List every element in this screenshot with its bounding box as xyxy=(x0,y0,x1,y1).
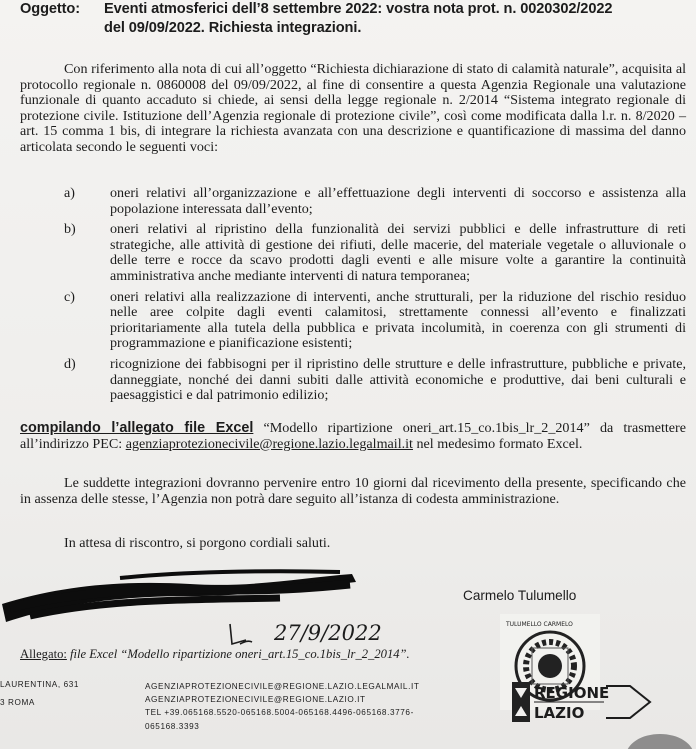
subject-line-2: del 09/09/2022. Richiesta integrazioni. xyxy=(104,20,362,36)
list-item xyxy=(20,357,686,404)
footer-address xyxy=(0,676,79,712)
pec-address-link[interactable]: agenziaprotezionecivile@regione.lazio.legalmail.it xyxy=(125,435,413,452)
footer-email: AGENZIAPROTEZIONECIVILE@REGIONE.LAZIO.IT xyxy=(145,695,366,705)
closing-line: In attesa di riscontro, si porgono cordiali saluti. xyxy=(64,535,331,551)
list-item xyxy=(20,290,686,352)
footer-email-legal: AGENZIAPROTEZIONECIVILE@REGIONE.LAZIO.LEGALMAIL.IT xyxy=(145,682,420,691)
handwritten-date-text: 27/9/2022 xyxy=(274,621,382,645)
list-item-text: ricognizione dei fabbisogni per il ripristino delle strutture e delle infrastrutture, pubbliche e private, danneggiate, nonché dei danni subiti dalle attività economiche e produttive, dai beni culturali e paesaggistici e dal patrimonio edilizio; xyxy=(110,355,686,404)
intro-paragraph: Con riferimento alla nota di cui all’oggetto “Richiesta dichiarazione di stato di calamità naturale”, acquisita al protocollo regionale n. 0860008 del 09/09/2022, al fine di consentire a questa Agenzia Regionale una valutazione funzionale di quanto accaduto si chiede, ai sensi della legge regionale n. 2/2014 “Sistema integrato regionale di protezione civile. Istituzione dell’Agenzia regionale di protezione civile”, così come modificata dalla l.r. n. 8/2020 – art. 15 comma 1 bis, di integrare la richiesta avanzata con una descrizione e quantificazione di massima del danno articolata secondo le seguenti voci: xyxy=(20,61,686,155)
subject-line-1: Eventi atmosferici dell’8 settembre 2022: vostra nota prot. n. 0020302/2022 xyxy=(104,1,613,17)
attachment-text: file Excel “Modello ripartizione oneri_art.15_co.1bis_lr_2_2014”. xyxy=(66,647,410,661)
list-item-text: oneri relativi al ripristino della funzionalità dei servizi pubblici e delle infrastrutture di reti strategiche, alle attività di gestione dei rifiuti, delle macerie, del materiale vegetale o alluvionale o delle terre e rocce da scavo prodotti dagli eventi e alle misure volte a garantire la continuità amministrativa anche mediante interventi di natura temporanea; xyxy=(110,221,686,284)
signer-name: Carmelo Tulumello xyxy=(463,588,577,603)
list-item-marker: d) xyxy=(64,355,76,372)
list-item-text: oneri relativi all’organizzazione e all’effettuazione degli interventi di soccorso e assistenza alla popolazione interessata dall’evento; xyxy=(110,185,686,217)
list-item-marker: c) xyxy=(64,288,75,305)
footer-address-line-1: LAURENTINA, 631 xyxy=(0,680,80,689)
handwritten-date xyxy=(226,616,406,650)
subject-heading xyxy=(20,0,685,38)
list-item xyxy=(20,186,686,217)
excel-lead: compilando l’allegato file Excel xyxy=(20,420,254,436)
list-item xyxy=(20,222,686,284)
logo-line-1: REGIONE xyxy=(534,684,610,702)
regione-lazio-logo-icon xyxy=(510,676,660,726)
excel-tail: nel medesimo formato Excel. xyxy=(412,435,583,452)
list-item-marker: a) xyxy=(64,185,75,201)
overlay-button-icon[interactable] xyxy=(614,728,696,749)
deadline-paragraph: Le suddette integrazioni dovranno pervenire entro 10 giorni dal ricevimento della presente, specificando che in assenza delle stesse, l’Agenzia non potrà dare seguito all’istanza di codesta amministrazione. xyxy=(20,475,686,507)
list-item-text: oneri relativi alla realizzazione di interventi, anche strutturali, per la riduzione del rischio residuo nelle aree colpite dagli eventi calamitosi, strettamente connessi all’evento e finalizzati prioritariamente alla tutela della pubblica e privata incolumità, in coerenza con gli strumenti di programmazione e pianificazione esistenti; xyxy=(110,288,686,352)
list-item-marker: b) xyxy=(64,221,76,238)
excel-middle: “Modello ripartizione oneri_art.15_co.1bis_lr_2_2014” da trasmettere all’indirizzo PEC: xyxy=(20,420,686,452)
subject-label: Oggetto: xyxy=(20,1,80,17)
footer-address-line-2: 3 ROMA xyxy=(0,698,35,707)
excel-instructions xyxy=(20,421,686,452)
attachment-label: Allegato: xyxy=(20,647,67,661)
logo-line-2: LAZIO xyxy=(534,704,585,722)
footer-contacts xyxy=(145,680,465,733)
stamp-text: TULUMELLO CARMELO xyxy=(506,621,573,628)
footer-phone: TEL +39.065168.5520-065168.5004-065168.4496-065168.3776-065168.3393 xyxy=(145,708,414,731)
attachment-line xyxy=(20,647,410,662)
damage-items-list xyxy=(20,186,686,409)
